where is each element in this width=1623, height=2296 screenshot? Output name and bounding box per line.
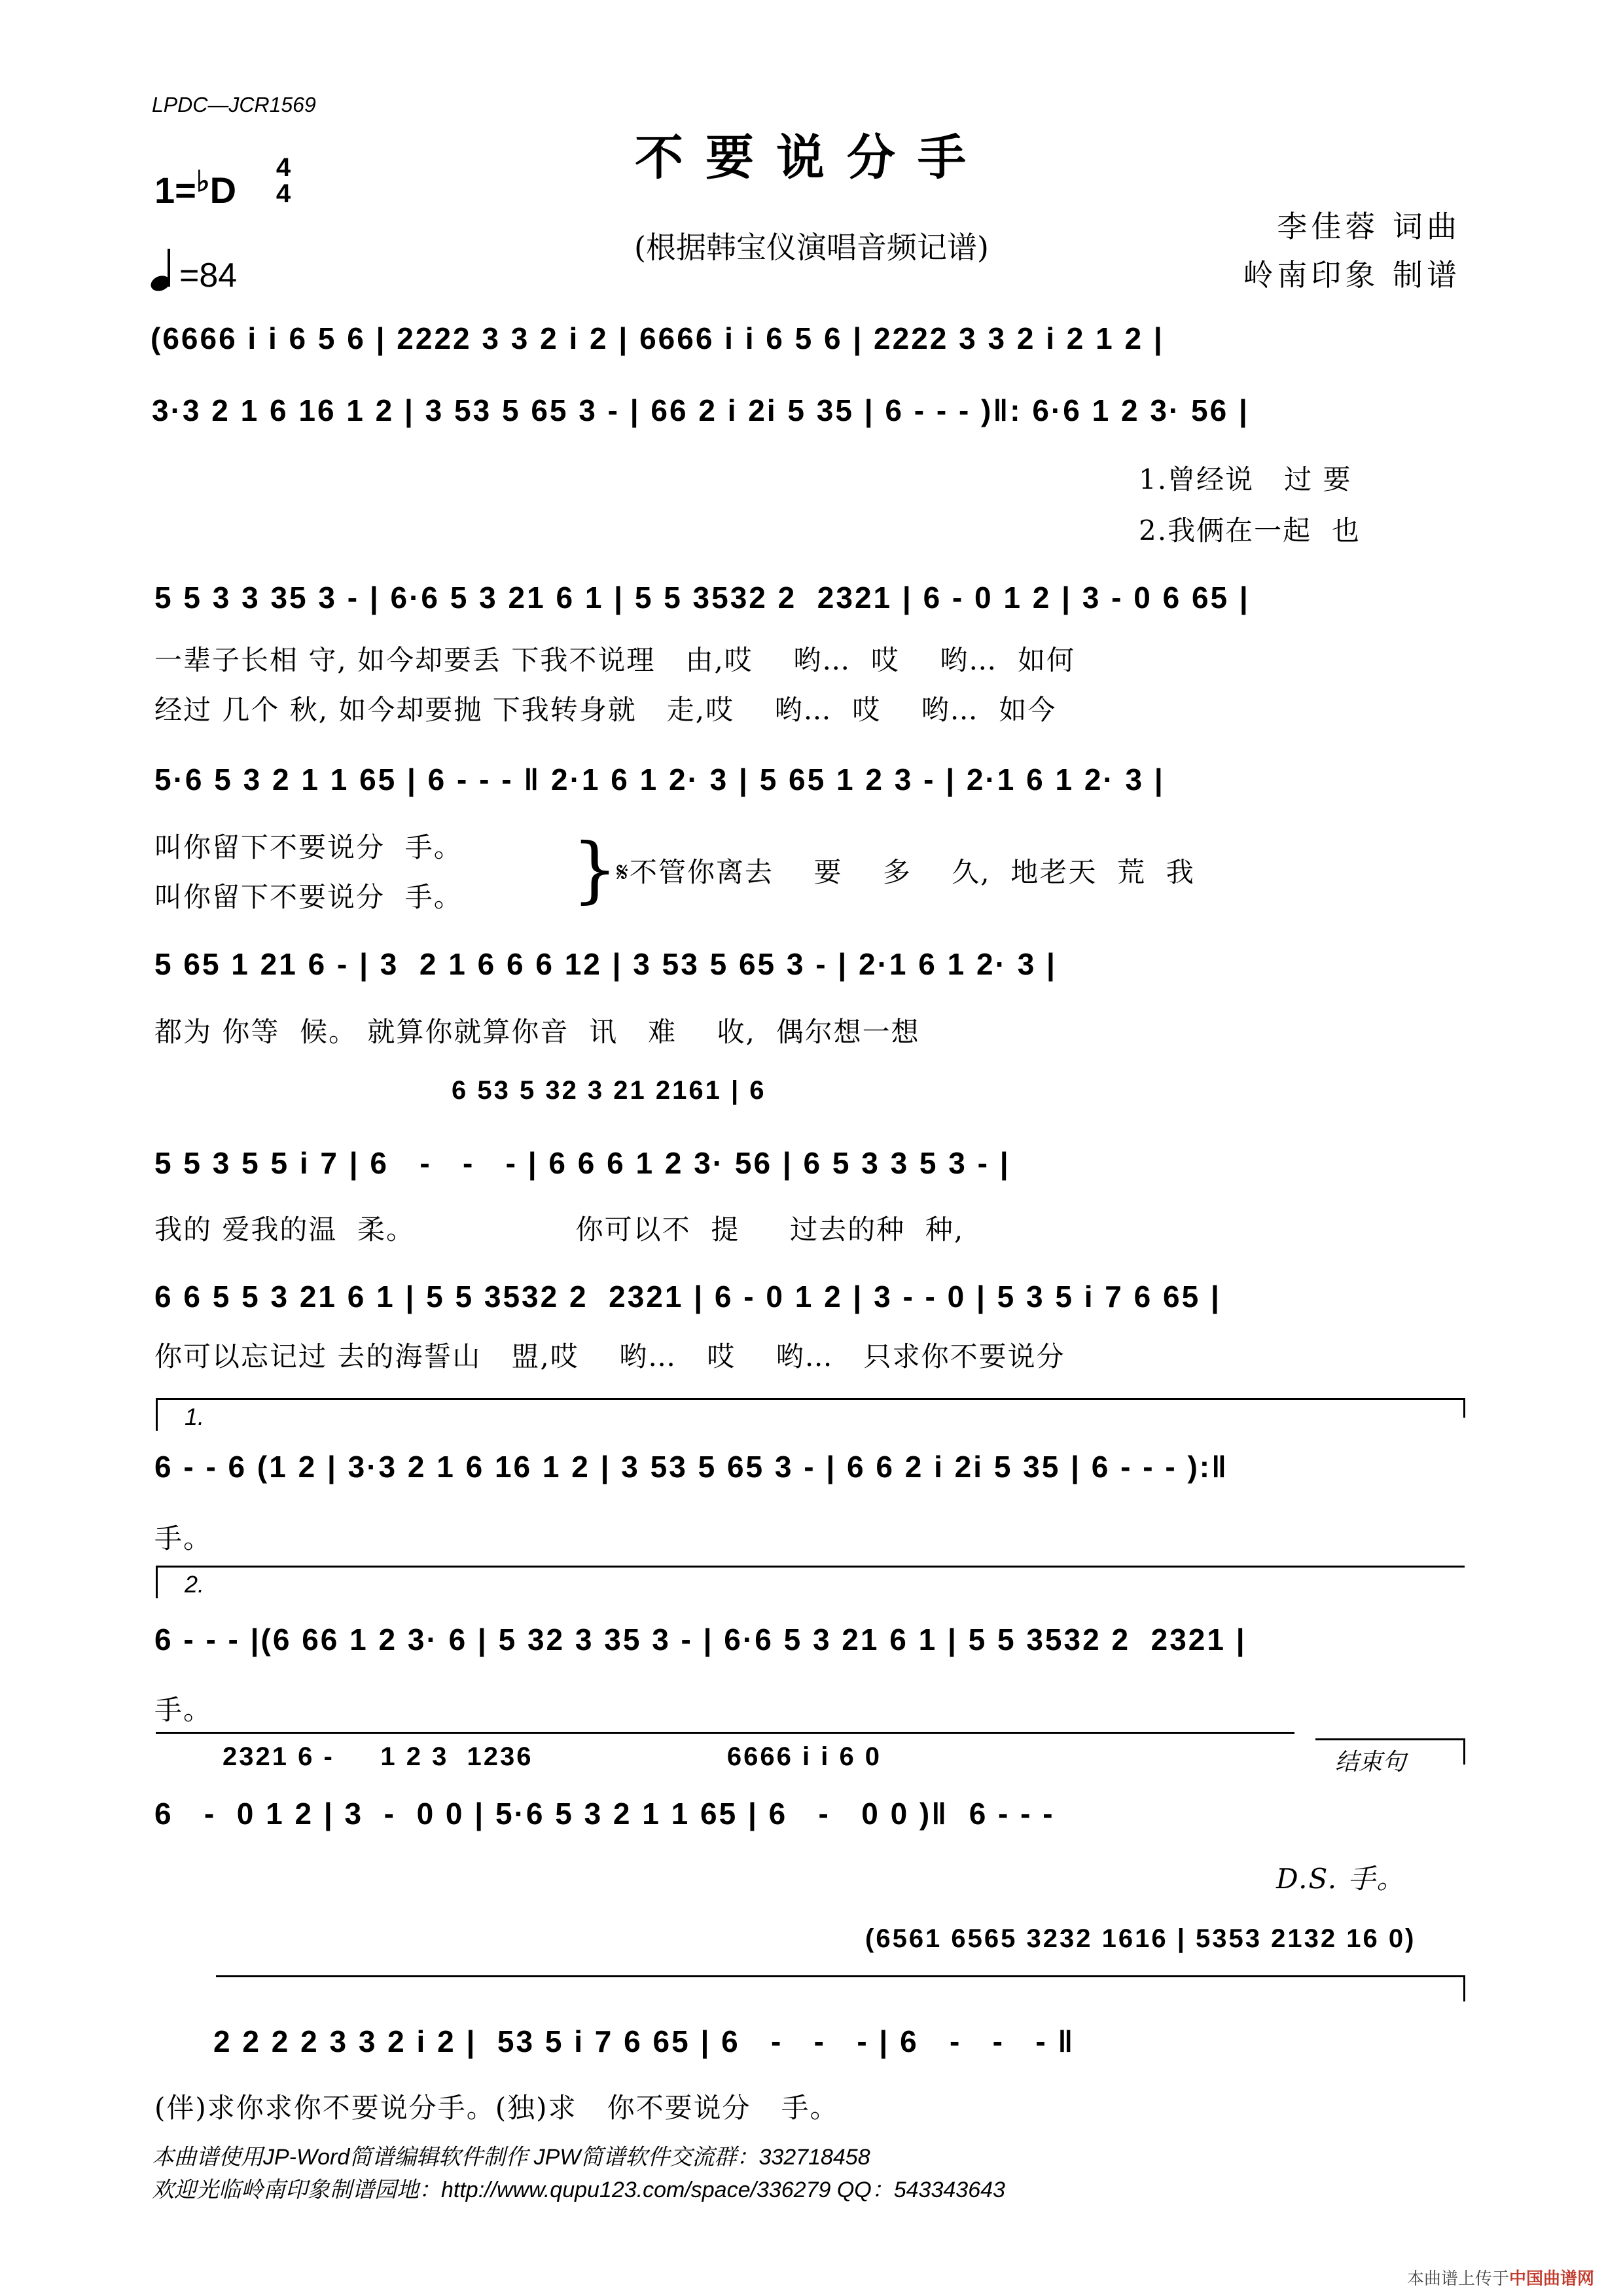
tempo-value: =84 — [179, 257, 238, 295]
score-line-10-top: 2321 6 - 1 2 3 1236 6666 i i 6 0 — [223, 1742, 882, 1771]
volta-1-label: 1. — [185, 1403, 205, 1430]
system-10-rule — [156, 1732, 1294, 1734]
watermark-text: 本曲谱上传于 — [1406, 2269, 1509, 2289]
volta-2-bracket-top — [156, 1566, 1465, 1568]
key-signature — [154, 165, 236, 211]
volta-2-label: 2. — [185, 1571, 205, 1598]
volta-2-bracket-left — [156, 1566, 158, 1598]
score-line-2: 3·3 2 1 6 16 1 2 | 3 53 5 65 3 - | 66 2 i 2i 5 35 | 6 - - - )‖: 6·6 1 2 3· 56 | — [152, 393, 1249, 427]
lyric-line-2b: 2.我俩在一起 也 — [1139, 514, 1361, 547]
lyric-line-3b: 经过 几个 秋, 如今却要抛 下我转身就 走,哎 哟… 哎 哟… 如今 — [154, 694, 1057, 726]
time-signature — [267, 154, 300, 207]
lyric-line-4a: 叫你留下不要说分 手。 — [154, 831, 463, 863]
lyric-line-5: 都为 你等 候。 就算你就算你音 讯 难 收, 偶尔想一想 — [154, 1016, 920, 1048]
lyric-line-2a: 1.曾经说 过 要 — [1139, 463, 1352, 495]
score-line-8: 6 - - 6 (1 2 | 3·3 2 1 6 16 1 2 | 3 53 5 65 3 - | 6 6 2 i 2i 5 35 | 6 - - - ):‖ — [154, 1450, 1228, 1484]
key-note: D — [209, 170, 237, 211]
score-line-4: 5·6 5 3 2 1 1 65 | 6 - - - ‖ 2·1 6 1 2· 3 | 5 65 1 2 3 - | 2·1 6 1 2· 3 | — [154, 762, 1165, 797]
score-line-3: 5 5 3 3 35 3 - | 6·6 5 3 21 6 1 | 5 5 3532 2 2321 | 6 - 0 1 2 | 3 - 0 6 65 | — [154, 581, 1250, 615]
score-line-10: 6 - 0 1 2 | 3 - 0 0 | 5·6 5 3 2 1 1 65 | 6 - 0 0 )‖ 6 - - - — [154, 1797, 1055, 1831]
page-title: 不要说分手 — [635, 130, 988, 186]
lyric-line-9: 手。 — [154, 1694, 213, 1726]
volta-1-bracket-top — [156, 1398, 1465, 1400]
footer-line-1: 本曲谱使用JP-Word简谱编辑软件制作 JPW简谱软件交流群：332718458 — [152, 2145, 870, 2170]
volta-1-bracket-right — [1463, 1398, 1465, 1418]
system-11-rule — [216, 1975, 1463, 1977]
score-line-7: 6 6 5 5 3 21 6 1 | 5 5 3532 2 2321 | 6 - 0 1 2 | 3 - - 0 | 5 3 5 i 7 6 65 | — [154, 1280, 1221, 1314]
score-line-5: 5 65 1 21 6 - | 3 2 1 6 6 6 12 | 3 53 5 65 3 - | 2·1 6 1 2· 3 | — [154, 947, 1057, 981]
score-line-11: 2 2 2 2 3 3 2 i 2 | 53 5 i 7 6 65 | 6 - - - | 6 - - - ‖ — [213, 2024, 1075, 2058]
coda-bracket-top — [1315, 1738, 1463, 1740]
lyric-line-7: 你可以忘记过 去的海誓山 盟,哎 哟… 哎 哟… 只求你不要说分 — [154, 1340, 1065, 1372]
lyric-line-4b: 叫你留下不要说分 手。 — [154, 881, 463, 913]
credit-arranger: 岭南印象 制谱 — [1243, 257, 1461, 293]
score-line-6-top: 6 53 5 32 3 21 2161 | 6 — [452, 1076, 766, 1105]
lyric-line-8: 手。 — [154, 1522, 213, 1554]
watermark-brand: 中国曲谱网 — [1508, 2269, 1594, 2289]
time-bottom: 4 — [276, 179, 291, 208]
coda-bracket-right — [1463, 1738, 1465, 1765]
ds-lyric: D.S. 手。 — [1276, 1863, 1406, 1895]
subtitle: (根据韩宝仪演唱音频记谱) — [634, 230, 989, 265]
tempo-mark — [151, 249, 237, 295]
flat-sign-icon: ♭ — [196, 166, 210, 198]
volta-1-bracket-left — [156, 1398, 158, 1431]
score-line-1: (6666 i i 6 5 6 | 2222 3 3 2 i 2 | 6666 i i 6 5 6 | 2222 3 3 2 i 2 1 2 | — [151, 321, 1164, 355]
system-11-rule-end — [1463, 1975, 1465, 2001]
score-code: LPDC—JCR1569 — [152, 93, 316, 117]
coda-label: 结束句 — [1335, 1748, 1406, 1775]
lyric-line-6: 我的 爱我的温 柔。 你可以不 提 过去的种 种, — [154, 1213, 965, 1246]
verse-brace-icon: } — [572, 827, 618, 911]
time-top: 4 — [276, 153, 291, 182]
watermark — [1407, 2265, 1594, 2289]
lyric-line-11: (伴)求你求你不要说分手。(独)求 你不要说分 手。 — [154, 2092, 839, 2124]
lyric-line-4c: 𝄋不管你离去 要 多 久, 地老天 荒 我 — [616, 856, 1195, 888]
footer-line-2: 欢迎光临岭南印象制谱园地：http://www.qupu123.com/space/336279 QQ：543343643 — [152, 2178, 1005, 2202]
score-line-9: 6 - - - |(6 66 1 2 3· 6 | 5 32 3 35 3 - | 6·6 5 3 21 6 1 | 5 5 3532 2 2321 | — [154, 1623, 1247, 1657]
credit-composer: 李佳蓉 词曲 — [1277, 209, 1461, 244]
score-line-6: 5 5 3 5 5 i 7 | 6 - - - | 6 6 6 1 2 3· 56 | 6 5 3 3 5 3 - | — [154, 1146, 1010, 1180]
key-prefix: 1= — [154, 170, 196, 211]
lyric-line-3a: 一辈子长相 守, 如今却要丢 下我不说理 由,哎 哟… 哎 哟… 如何 — [154, 644, 1076, 676]
score-line-11-top: (6561 6565 3232 1616 | 5353 2132 16 0) — [865, 1924, 1416, 1953]
